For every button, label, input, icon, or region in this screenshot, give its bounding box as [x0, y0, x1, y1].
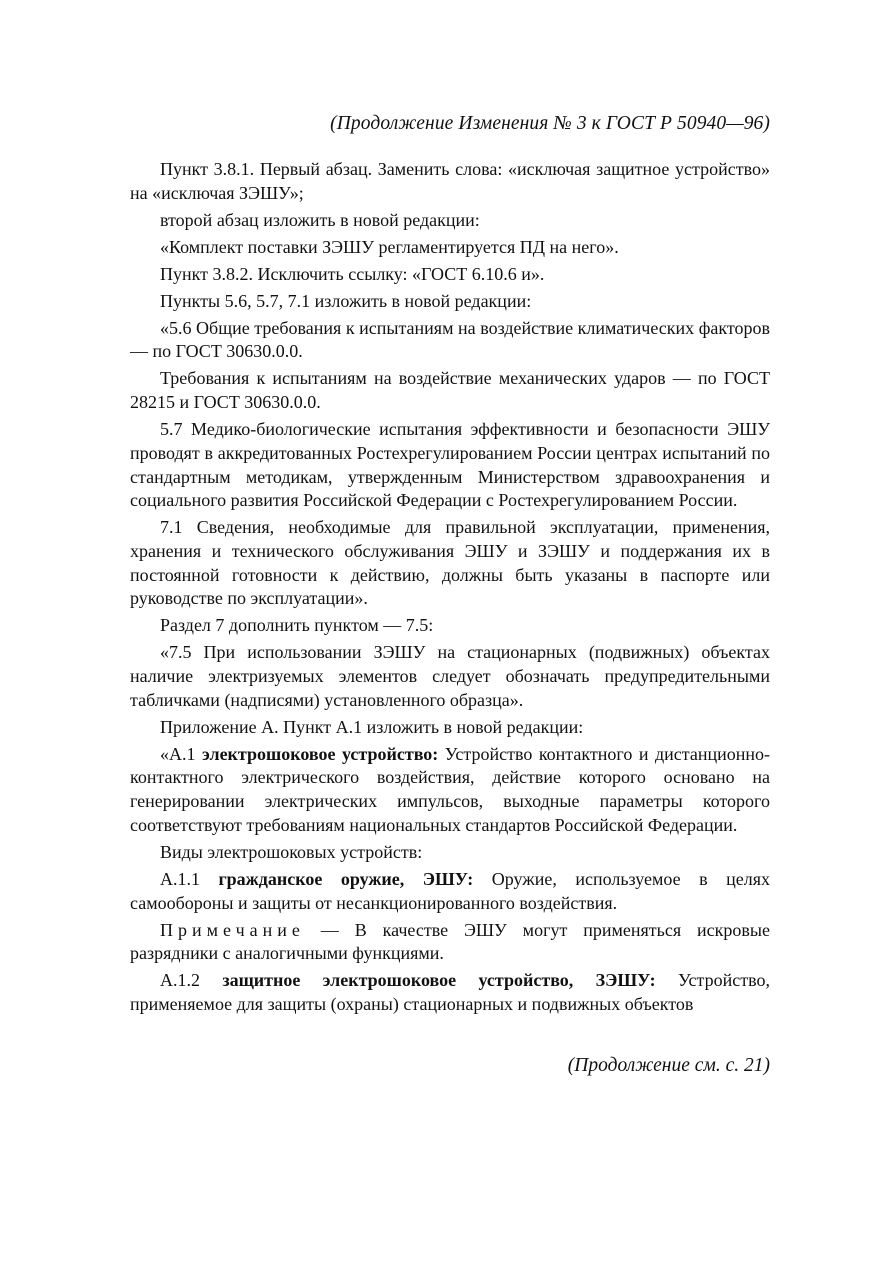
document-page [130, 0, 770, 1263]
paragraph-3-8-1: Пункт 3.8.1. Первый абзац. Заменить слова: «исключая защитное устройство» на «исключая ЗЭШУ»; [130, 159, 770, 203]
paragraph-mech-udary: Требования к испытаниям на воздействие механических ударов — по ГОСТ 28215 и ГОСТ 30630.0.0. [130, 368, 770, 413]
paragraph-prilozhenie-a: Приложение А. Пункт А.1 изложить в новой редакции: [160, 716, 584, 737]
item-number: А.1.1 [160, 868, 219, 889]
continuation-footer: (Продолжение см. с. 21) [567, 1055, 770, 1076]
paragraph-7-5: «7.5 При использовании ЗЭШУ на стационарных (подвижных) объектах наличие электризуемых элементов следует обозначать предупредительными табличками (надписями) установленного образца». [130, 642, 770, 710]
document-body [130, 158, 770, 1020]
paragraph-a-1-1 [130, 868, 770, 915]
item-number: «А.1 [160, 743, 203, 764]
paragraph-komplekt: «Комплект поставки ЗЭШУ регламентируется ПД на него». [160, 236, 619, 257]
definition-text: Устройство контактного и дистанционно-контактного электрического воздействия, действие которого основано на генерировании электрических импульсов, выходные параметры которого соответствуют требованиям национальных стандартов Российской Федерации. [130, 743, 770, 835]
paragraph-a-1 [130, 743, 770, 838]
note-label: Примечание [160, 919, 305, 940]
paragraph-5-6: «5.6 Общие требования к испытаниям на воздействие климатических факторов — по ГОСТ 30630.0.0. [130, 317, 770, 362]
term-protective-device: защитное электрошоковое устройство, ЗЭШУ: [222, 970, 656, 991]
paragraph-vidy: Виды электрошоковых устройств: [160, 841, 423, 862]
term-civil-weapon: гражданское оружие, ЭШУ: [218, 868, 474, 889]
term-electroshock-device: электрошоковое устройство: [202, 743, 439, 764]
note-text: — В качестве ЭШУ могут применяться искровые разрядники с аналогичными функциями. [130, 919, 770, 964]
paragraph-razdel-7: Раздел 7 дополнить пунктом — 7.5: [160, 615, 434, 636]
paragraph-punkty: Пункты 5.6, 5.7, 7.1 изложить в новой редакции: [160, 290, 532, 311]
paragraph-second-abzac: второй абзац изложить в новой редакции: [160, 209, 480, 230]
paragraph-a-1-2 [130, 969, 770, 1016]
item-number: А.1.2 [160, 970, 223, 991]
definition-text: Оружие, используемое в целях самообороны и защиты от несанкционированного воздействия. [130, 868, 770, 913]
paragraph-3-8-2: Пункт 3.8.2. Исключить ссылку: «ГОСТ 6.10.6 и». [160, 263, 545, 284]
paragraph-7-1: 7.1 Сведения, необходимые для правильной эксплуатации, применения, хранения и технического обслуживания ЭШУ и ЗЭШУ и поддержания их в постоянной готовности к действию, должны быть указаны в паспорте или руководстве по эксплуатации». [130, 517, 770, 609]
paragraph-note [130, 919, 770, 966]
paragraph-5-7: 5.7 Медико-биологические испытания эффективности и безопасности ЭШУ проводят в аккредитованных Ростехрегулированием России центрах испытаний по стандартным методикам, утвержденным Министерством здравоохранения и социального развития Российской Федерации с Ростехрегулированием России. [130, 419, 770, 511]
definition-text: Устройство, применяемое для защиты (охраны) стационарных и подвижных объектов [130, 970, 770, 1014]
continuation-header: (Продолжение Изменения № 3 к ГОСТ Р 50940—96) [330, 113, 770, 134]
